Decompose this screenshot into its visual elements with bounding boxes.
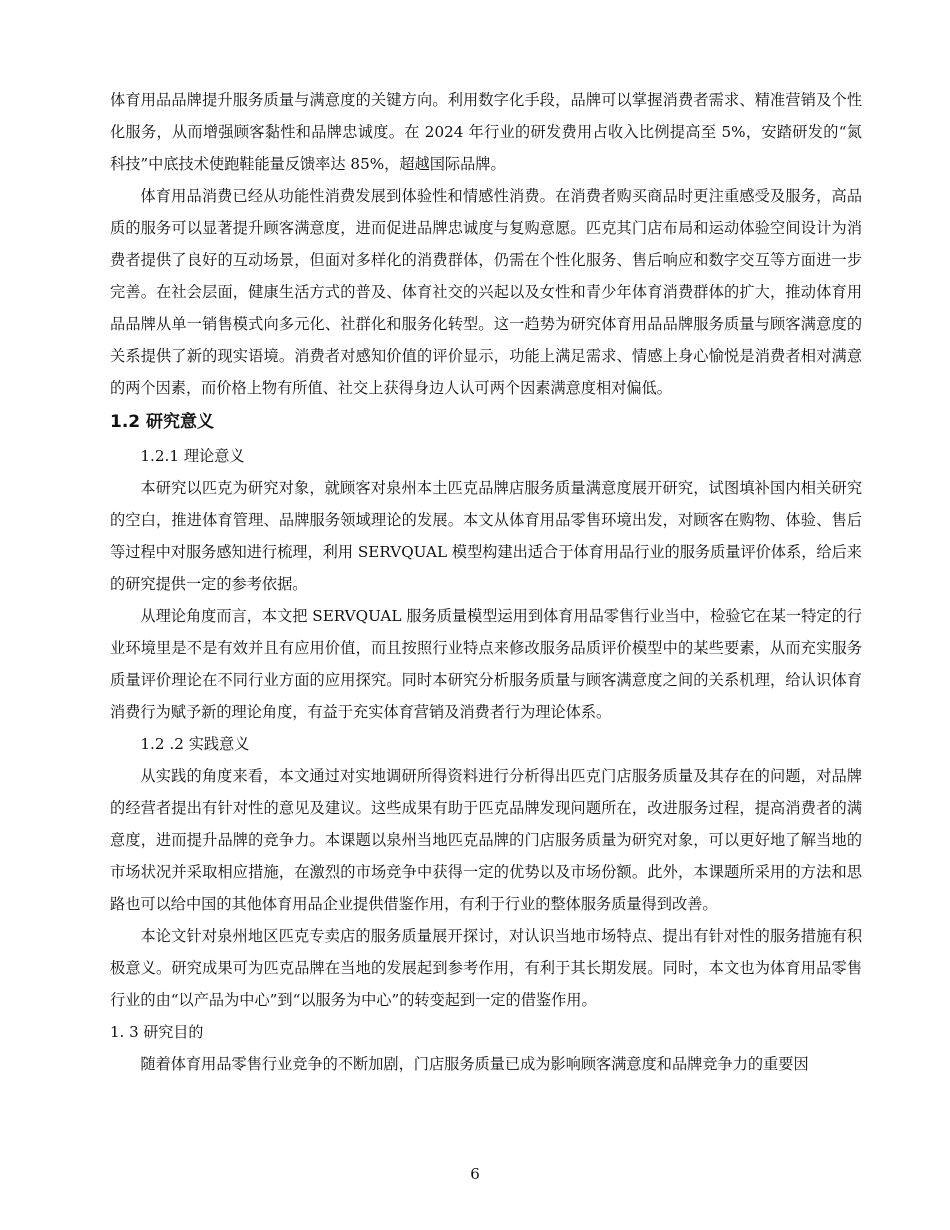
heading-research-significance: 1.2 研究意义 (110, 412, 215, 432)
paragraph-theory-2: 从理论角度而言，本文把 SERVQUAL 服务质量模型运用到体育用品零售行业当中，检验它在某一特定的行业环境里是不是有效并且有应用价值，而且按照行业特点来修改服务品质评价模型中的某些要素，从而充实服务质量评价理论在不同行业方面的应用探究。同时本研究分析服务质量与顾客满意度之间的关系机理，给认识体育消费行为赋予新的理论角度，有益于充实体育营销及消费者行为理论体系。 (110, 607, 862, 721)
paragraph-practice-2: 本论文针对泉州地区匹克专卖店的服务质量展开探讨，对认识当地市场特点、提出有针对性的服务措施有积极意义。研究成果可为匹克品牌在当地的发展起到参考作用，有利于其长期发展。同时，本文也为体育用品零售行业的由“以产品为中心”到“以服务为中心”的转变起到一定的借鉴作用。 (110, 927, 862, 1009)
document-body (110, 84, 862, 1080)
paragraph-theory-1: 本研究以匹克为研究对象，就顾客对泉州本土匹克品牌店服务质量满意度展开研究，试图填补国内相关研究的空白，推进体育管理、品牌服务领域理论的发展。本文从体育用品零售环境出发，对顾客在购物、体验、售后等过程中对服务感知进行梳理，利用 SERVQUAL 模型构建出适合于体育用品行业的服务质量评价体系，给后来的研究提供一定的参考依据。 (110, 479, 862, 593)
heading-practical-significance: 1.2 .2 实践意义 (140, 735, 250, 753)
heading-research-purpose: 1. 3 研究目的 (110, 1023, 204, 1041)
page-number: 6 (470, 1165, 480, 1183)
paragraph-intro-continued: 体育用品品牌提升服务质量与满意度的关键方向。利用数字化手段，品牌可以掌握消费者需求、精准营销及个性化服务，从而增强顾客黏性和品牌忠诚度。在 2024 年行业的研发费用占收入比例提高至 5%，安踏研发的“氮科技”中底技术使跑鞋能量反馈率达 85%，超越国际品牌。 (110, 91, 862, 173)
paragraph-purpose: 随着体育用品零售行业竞争的不断加剧，门店服务质量已成为影响顾客满意度和品牌竞争力的重要因 (140, 1055, 809, 1073)
paragraph-consumption-trend: 体育用品消费已经从功能性消费发展到体验性和情感性消费。在消费者购买商品时更注重感受及服务，高品质的服务可以显著提升顾客满意度，进而促进品牌忠诚度与复购意愿。匹克其门店布局和运动体验空间设计为消费者提供了良好的互动场景，但面对多样化的消费群体，仍需在个性化服务、售后响应和数字交互等方面进一步完善。在社会层面，健康生活方式的普及、体育社交的兴起以及女性和青少年体育消费群体的扩大，推动体育用品品牌从单一销售模式向多元化、社群化和服务化转型。这一趋势为研究体育用品品牌服务质量与顾客满意度的关系提供了新的现实语境。消费者对感知价值的评价显示，功能上满足需求、情感上身心愉悦是消费者相对满意的两个因素，而价格上物有所值、社交上获得身边人认可两个因素满意度相对偏低。 (110, 187, 862, 397)
paragraph-practice-1: 从实践的角度来看，本文通过对实地调研所得资料进行分析得出匹克门店服务质量及其存在的问题，对品牌的经营者提出有针对性的意见及建议。这些成果有助于匹克品牌发现问题所在，改进服务过程，提高消费者的满意度，进而提升品牌的竞争力。本课题以泉州当地匹克品牌的门店服务质量为研究对象，可以更好地了解当地的市场状况并采取相应措施，在激烈的市场竞争中获得一定的优势以及市场份额。此外，本课题所采用的方法和思路也可以给中国的其他体育用品企业提供借鉴作用，有利于行业的整体服务质量得到改善。 (110, 767, 862, 913)
heading-theoretical-significance: 1.2.1 理论意义 (140, 447, 245, 465)
